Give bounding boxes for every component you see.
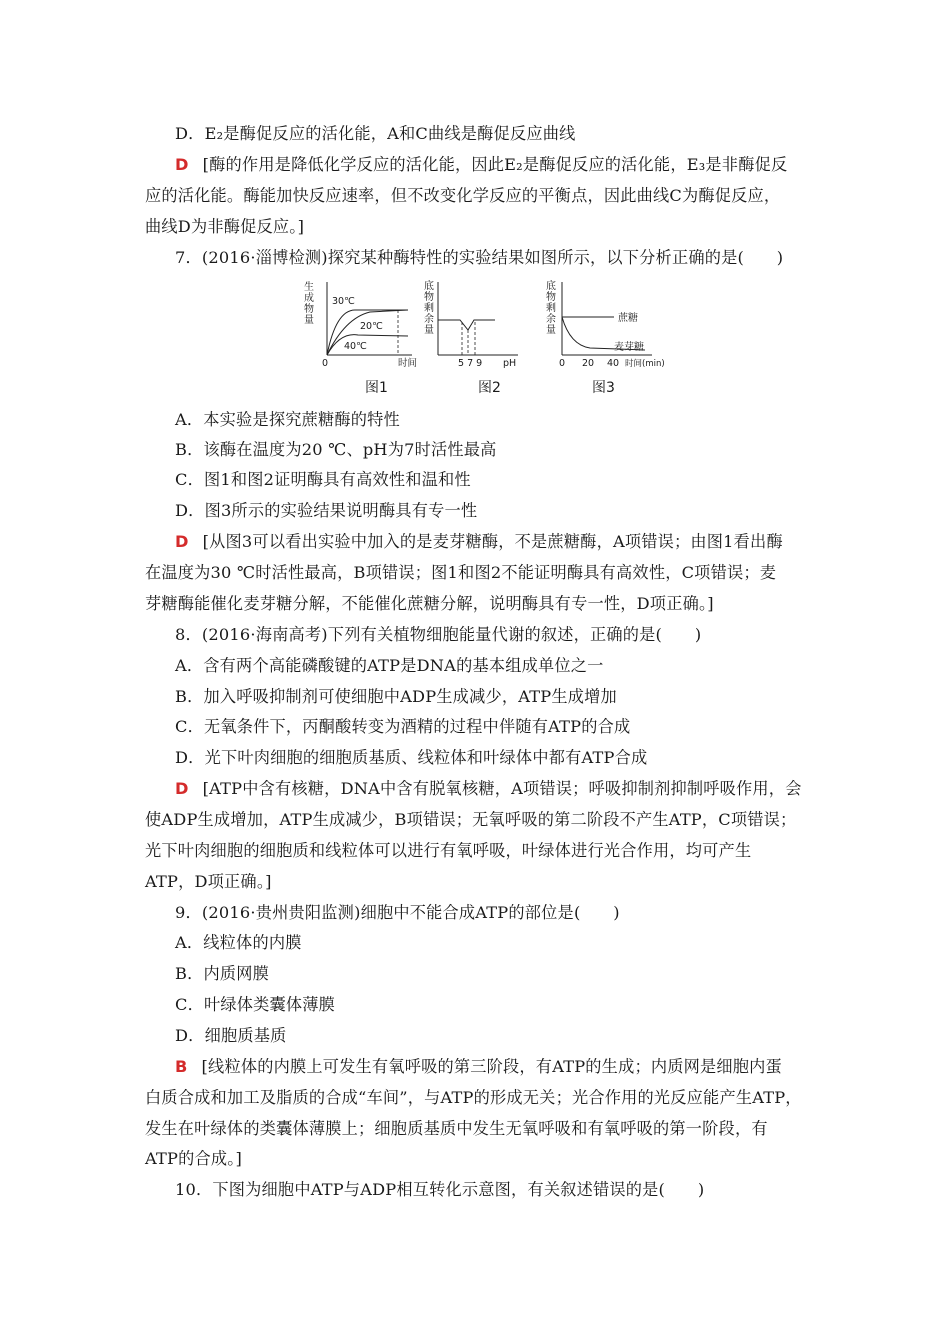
fig3-tick-40: 40	[607, 358, 620, 369]
fig2-ylabel-0: 底	[424, 281, 434, 292]
q9-explanation-3: 发生在叶绿体的类囊体薄膜上；细胞质基质中发生无氧呼吸和有氧呼吸的第一阶段，有	[145, 1119, 768, 1138]
q8-answer-letter: D	[175, 779, 189, 798]
q9-explanation-4: ATP的合成。]	[145, 1149, 243, 1168]
fig3-series-maltose: 麦芽糖	[614, 342, 644, 353]
fig1-chart	[304, 280, 417, 369]
q8-explanation-3: 光下叶肉细胞的细胞质和线粒体可以进行有氧呼吸，叶绿体进行光合作用，均可产生	[145, 841, 752, 860]
fig3-tick-0: 0	[559, 358, 566, 369]
fig1-origin: 0	[322, 358, 329, 369]
q7-answer-letter: D	[175, 532, 189, 551]
q8-explanation-1: [ATP中含有核糖，DNA中含有脱氧核糖，A项错误；呼吸抑制剂抑制呼吸作用，会	[202, 779, 802, 798]
fig3-chart	[546, 280, 665, 369]
fig1-label-30c: 30℃	[332, 296, 355, 307]
fig1-curve-30c	[327, 310, 408, 355]
fig2-ylabel-2: 剩	[424, 303, 434, 314]
fig1-label-40c: 40℃	[344, 341, 367, 352]
q7-explanation-2: 在温度为30 ℃时活性最高，B项错误；图1和图2不能证明酶具有高效性，C项错误；麦	[145, 563, 777, 582]
fig2-curve	[438, 320, 495, 330]
fig2-ylabel-3: 余	[424, 314, 434, 325]
q9-option-d: D．细胞质基质	[175, 1026, 287, 1045]
fig3-ylabel-4: 量	[546, 325, 556, 336]
q8-option-c: C．无氧条件下，丙酮酸转变为酒精的过程中伴随有ATP的合成	[175, 717, 631, 736]
q8-answer-line-1	[175, 779, 802, 799]
q9-option-a: A．线粒体的内膜	[175, 933, 302, 952]
q6-answer-line-1	[175, 155, 787, 175]
fig2-ticks: 5 7 9	[458, 358, 483, 369]
q7-figure	[300, 280, 680, 400]
fig1-xlabel: 时间	[398, 358, 418, 369]
fig3-tick-20: 20	[582, 358, 595, 369]
q6-explanation-3: 曲线D为非酶促反应。]	[145, 217, 305, 236]
fig1-curve-40c	[327, 335, 408, 355]
fig2-chart	[424, 280, 518, 369]
q9-answer-line-1	[175, 1057, 782, 1077]
q7-option-d: D．图3所示的实验结果说明酶具有专一性	[175, 501, 478, 520]
fig3-series-sucrose: 蔗糖	[618, 313, 638, 324]
fig3-ylabel-2: 剩	[546, 303, 556, 314]
fig1-ylabel-0: 生	[304, 282, 314, 293]
fig3-ylabel-3: 余	[546, 314, 556, 325]
q8-option-b: B．加入呼吸抑制剂可使细胞中ADP生成减少，ATP生成增加	[175, 687, 617, 706]
q8-stem: 8．(2016·海南高考)下列有关植物细胞能量代谢的叙述，正确的是( )	[175, 625, 702, 644]
fig2-caption: 图2	[478, 380, 501, 396]
q6-explanation-2: 应的活化能。酶能加快反应速率，但不改变化学反应的平衡点，因此曲线C为酶促反应，	[145, 186, 781, 205]
q8-explanation-4: ATP，D项正确。]	[145, 872, 272, 891]
q8-option-a: A．含有两个高能磷酸键的ATP是DNA的基本组成单位之一	[175, 656, 604, 675]
fig3-ylabel-1: 物	[546, 292, 556, 303]
q7-stem: 7．(2016·淄博检测)探究某种酶特性的实验结果如图所示，以下分析正确的是( )	[175, 248, 784, 267]
q7-option-b: B．该酶在温度为20 ℃、pH为7时活性最高	[175, 440, 497, 459]
fig1-caption: 图1	[365, 380, 388, 396]
fig1-ylabel-1: 成	[304, 293, 314, 304]
fig1-ylabel-3: 量	[304, 315, 314, 326]
q10-stem: 10．下图为细胞中ATP与ADP相互转化示意图，有关叙述错误的是( )	[175, 1180, 705, 1199]
fig1-label-20c: 20℃	[360, 321, 383, 332]
q9-option-b: B．内质网膜	[175, 964, 270, 983]
fig3-ylabel-0: 底	[546, 281, 556, 292]
fig2-ylabel-1: 物	[424, 292, 434, 303]
q6-option-d: D．E₂是酶促反应的活化能，A和C曲线是酶促反应曲线	[175, 124, 576, 143]
fig3-caption: 图3	[592, 380, 615, 396]
q7-explanation-1: [从图3可以看出实验中加入的是麦芽糖酶，不是蔗糖酶，A项错误；由图1看出酶	[202, 532, 783, 551]
fig2-ylabel-4: 量	[424, 325, 434, 336]
fig1-curve-20c	[327, 310, 408, 355]
q7-option-c: C．图1和图2证明酶具有高效性和温和性	[175, 470, 471, 489]
q9-answer-letter: B	[175, 1057, 188, 1076]
q9-explanation-1: [线粒体的内膜上可发生有氧呼吸的第三阶段，有ATP的生成；内质网是细胞内蛋	[201, 1057, 782, 1076]
q9-option-c: C．叶绿体类囊体薄膜	[175, 995, 336, 1014]
q6-explanation-1: [酶的作用是降低化学反应的活化能，因此E₂是酶促反应的活化能，E₃是非酶促反	[202, 155, 788, 174]
q8-explanation-2: 使ADP生成增加，ATP生成减少，B项错误；无氧呼吸的第二阶段不产生ATP，C项错误；	[145, 810, 797, 829]
fig2-xlabel: pH	[503, 358, 517, 369]
fig1-ylabel-2: 物	[304, 304, 314, 315]
q9-stem: 9．(2016·贵州贵阳监测)细胞中不能合成ATP的部位是( )	[175, 903, 620, 922]
fig3-xlabel: 时间(min)	[625, 359, 665, 369]
q7-explanation-3: 芽糖酶能催化麦芽糖分解，不能催化蔗糖分解，说明酶具有专一性，D项正确。]	[145, 594, 714, 613]
q7-option-a: A．本实验是探究蔗糖酶的特性	[175, 410, 400, 429]
q7-answer-line-1	[175, 532, 783, 552]
q6-answer-letter: D	[175, 155, 189, 174]
q9-explanation-2: 白质合成和加工及脂质的合成“车间”，与ATP的形成无关；光合作用的光反应能产生ATP，	[145, 1088, 802, 1107]
q8-option-d: D．光下叶肉细胞的细胞质基质、线粒体和叶绿体中都有ATP合成	[175, 748, 648, 767]
